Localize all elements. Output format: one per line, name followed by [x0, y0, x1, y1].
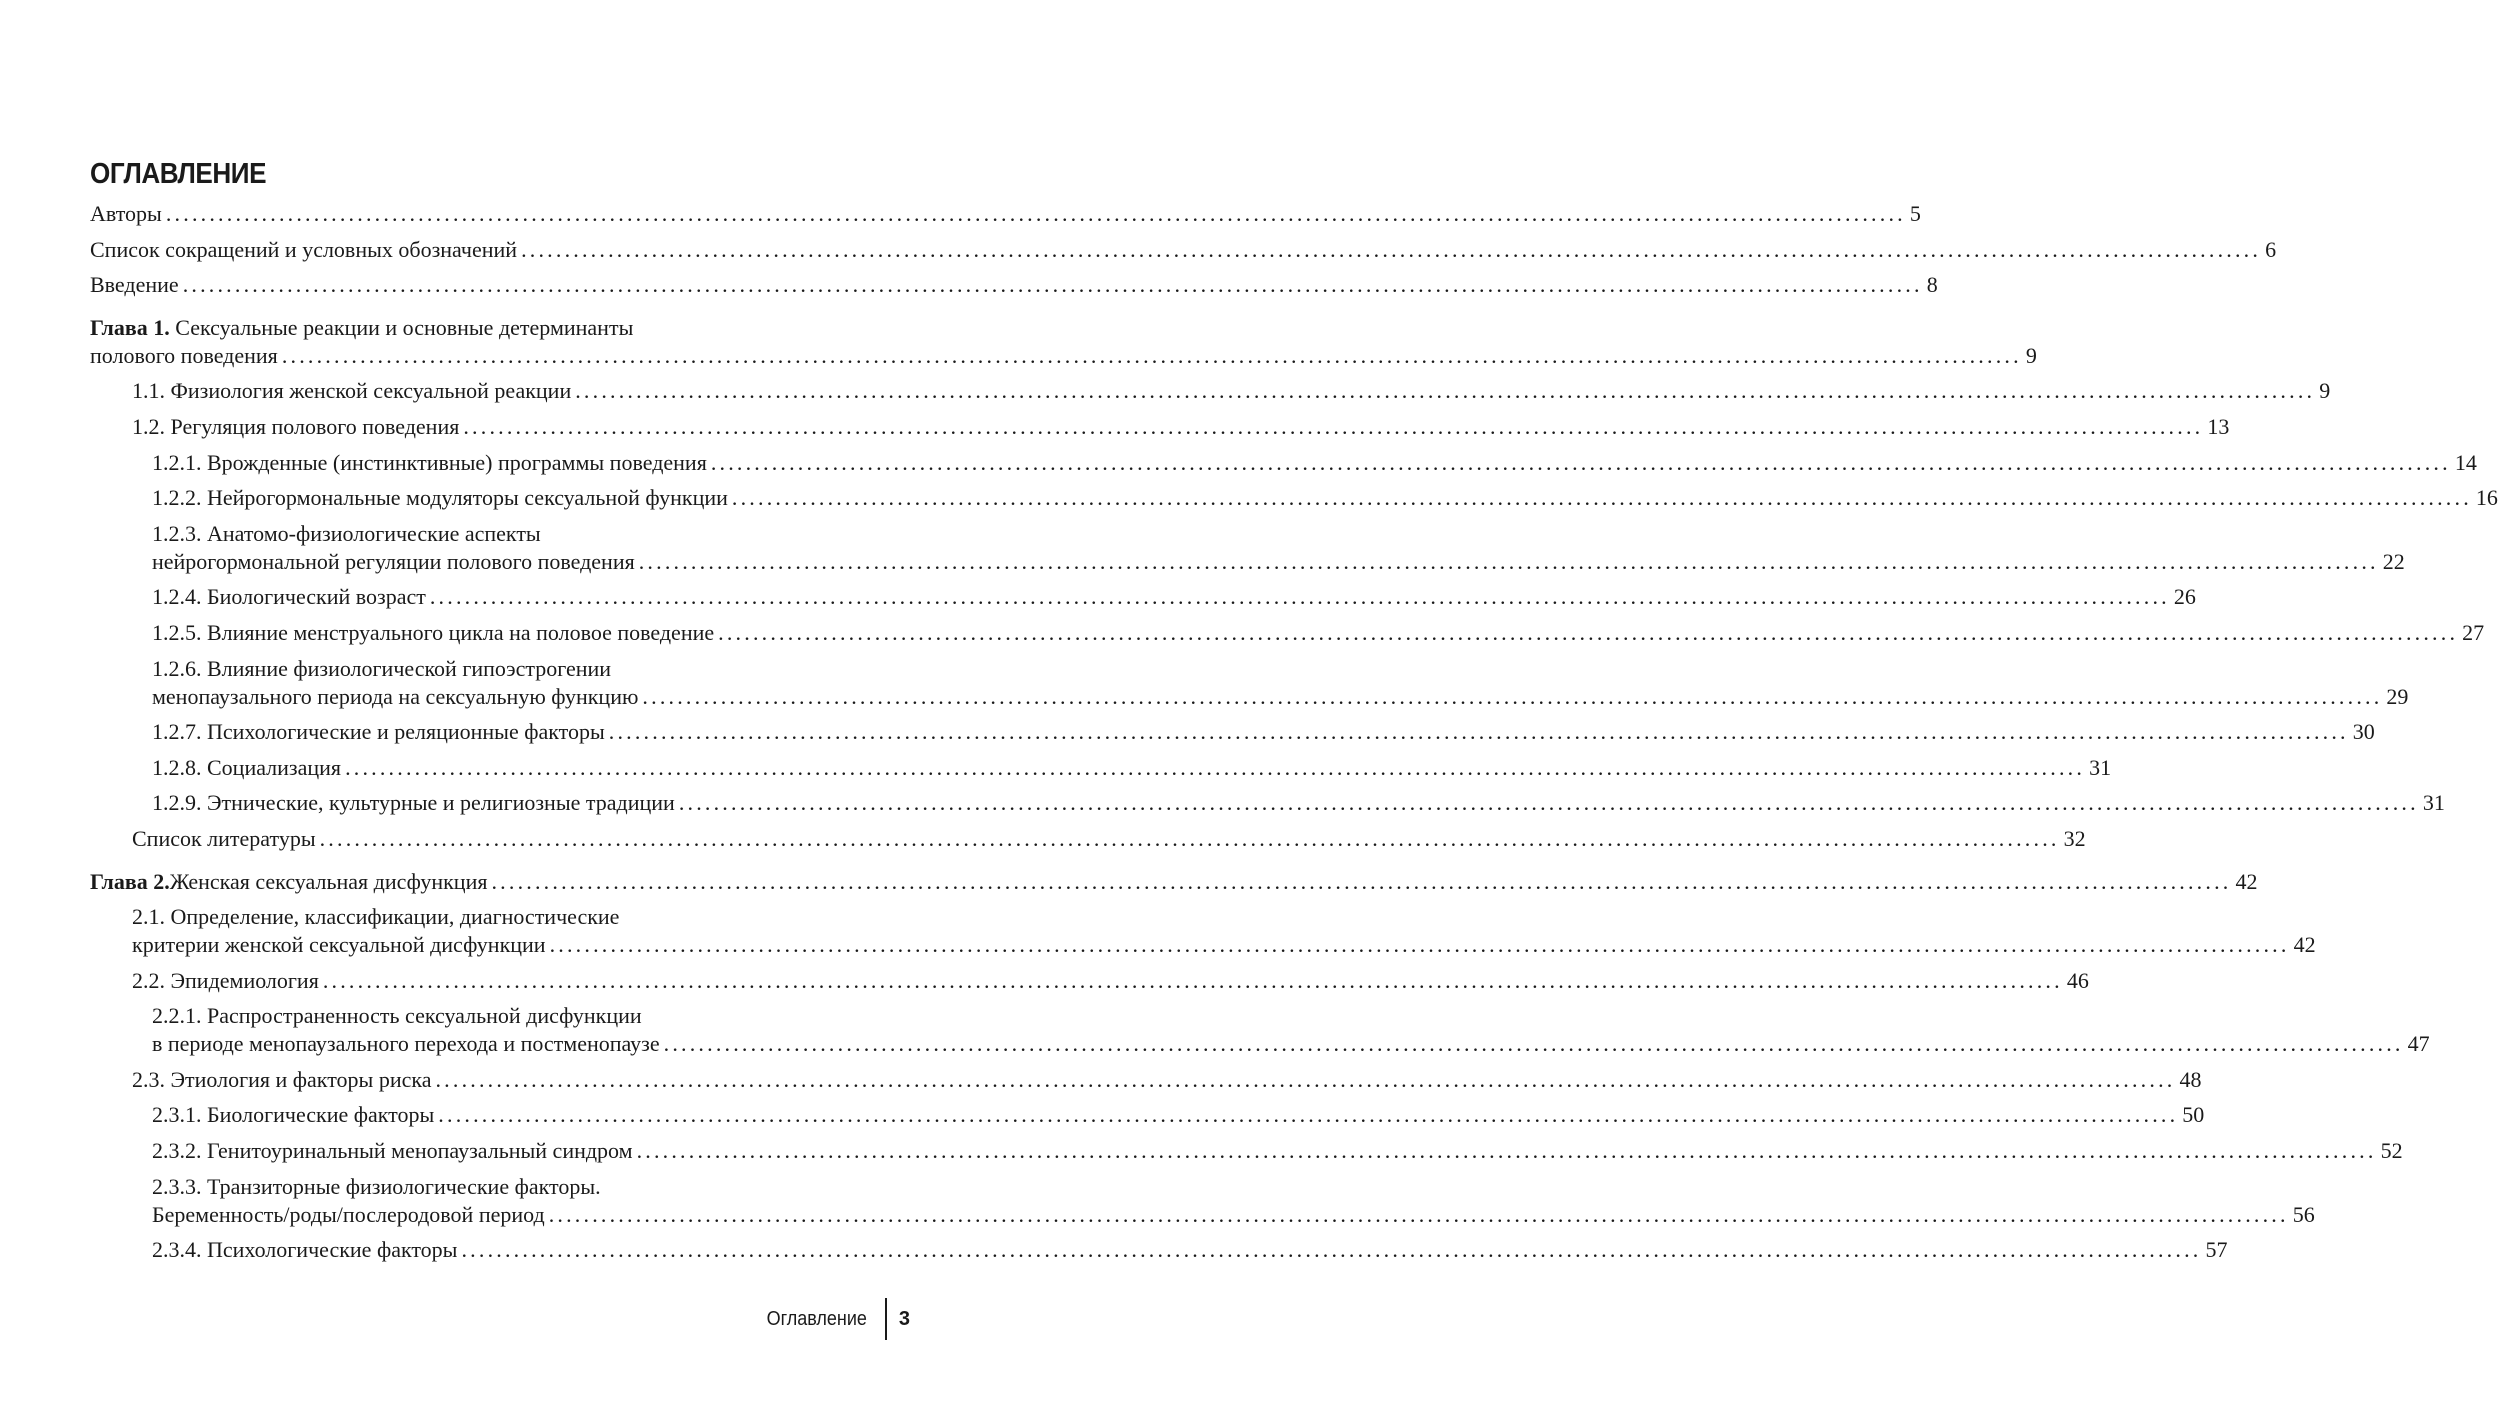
- dot-leader: ........................................................................................................................................................................................................: [718, 619, 2459, 645]
- dot-leader: ........................................................................................................................................................................................................: [710, 449, 2451, 475]
- toc-entry-title: 1.2.1. Врожденные (инстинктивные) программы поведения: [152, 449, 707, 475]
- toc-entry-line: [152, 449, 2477, 477]
- toc-entry-line: [90, 236, 2277, 264]
- toc-chapter-entry[interactable]: [90, 868, 2258, 904]
- toc-entry-line: [152, 754, 2112, 782]
- toc-entry-title: 2.3. Этиология и факторы риска: [132, 1066, 432, 1092]
- toc-entry-title: Сексуальные реакции и основные детерминанты: [175, 314, 634, 340]
- footer-divider: [885, 1298, 887, 1340]
- toc-entry-line: [152, 1101, 2205, 1129]
- toc-entry-line: [90, 271, 1938, 299]
- toc-entry[interactable]: [90, 271, 1938, 307]
- toc-entry-title: Беременность/роды/послеродовой период: [152, 1201, 545, 1227]
- dot-leader: ........................................................................................................................................................................................................: [608, 719, 2349, 745]
- toc-page-number: 42: [2235, 868, 2258, 894]
- toc-entry-line: [152, 1137, 2403, 1165]
- toc-entry-line: [90, 342, 2037, 370]
- dot-leader: ........................................................................................................................................................................................................: [642, 683, 2383, 709]
- toc-entry[interactable]: [90, 754, 2112, 790]
- dot-leader: ........................................................................................................................................................................................................: [435, 1066, 2176, 1092]
- toc-entry-line: [132, 377, 2331, 405]
- toc-page-number: 5: [1909, 201, 1921, 226]
- toc-entry[interactable]: [90, 1101, 2205, 1137]
- toc-entry-line: [152, 583, 2196, 611]
- toc-entry[interactable]: [90, 903, 2316, 967]
- page-footer: [761, 1298, 910, 1340]
- toc-entry-title: 1.2.9. Этнические, культурные и религиозные традиции: [152, 790, 675, 816]
- dot-leader: ........................................................................................................................................................................................................: [345, 754, 2086, 780]
- toc-entry-line: [132, 931, 2316, 959]
- toc-entry[interactable]: [90, 619, 2485, 655]
- toc-entry-line: [132, 903, 910, 931]
- toc-entry-title: нейрогормональной регуляции полового поведения: [152, 548, 635, 574]
- chapter-label: Глава 1.: [90, 314, 170, 340]
- toc-page-number: 14: [2454, 449, 2477, 475]
- toc-page-number: 9: [2025, 342, 2037, 368]
- dot-leader: ........................................................................................................................................................................................................: [731, 485, 2472, 511]
- chapter-label: Глава 2.: [90, 868, 170, 894]
- toc-entry[interactable]: [90, 655, 2409, 719]
- toc-entry-line: [152, 548, 2405, 576]
- toc-entry-line: [152, 619, 2485, 647]
- toc-entry[interactable]: [90, 1236, 2228, 1272]
- toc-entry[interactable]: [90, 1137, 2403, 1173]
- toc-entry-title: 1.2.6. Влияние физиологической гипоэстрогении: [152, 655, 612, 681]
- dot-leader: ........................................................................................................................................................................................................: [663, 1031, 2404, 1057]
- toc-entry[interactable]: [90, 200, 1921, 236]
- toc-entry-line: [152, 1030, 2430, 1058]
- toc-page-number: 32: [2063, 825, 2086, 851]
- dot-leader: ........................................................................................................................................................................................................: [638, 548, 2379, 574]
- dot-leader: ........................................................................................................................................................................................................: [438, 1102, 2179, 1128]
- toc-entry-line: [152, 683, 2409, 711]
- toc-entry-line: [90, 868, 2258, 896]
- dot-leader: ........................................................................................................................................................................................................: [636, 1138, 2377, 1164]
- toc-entry-title: менопаузального периода на сексуальную функцию: [152, 683, 639, 709]
- toc-entry-line: [90, 200, 1921, 228]
- toc-entry[interactable]: [90, 718, 2375, 754]
- dot-leader: ........................................................................................................................................................................................................: [521, 236, 2262, 262]
- toc-entry-title: 2.3.3. Транзиторные физиологические факторы.: [152, 1173, 601, 1199]
- toc-entry-line: [152, 1201, 2315, 1229]
- toc-entry-title: 2.2. Эпидемиология: [132, 967, 319, 993]
- dot-leader: ........................................................................................................................................................................................................: [548, 1201, 2289, 1227]
- running-header-section: Оглавление: [766, 1307, 868, 1330]
- page-number: 3: [898, 1307, 910, 1330]
- toc-entry-title: 1.2.3. Анатомо-физиологические аспекты: [152, 520, 541, 546]
- toc-page-number: 26: [2173, 584, 2196, 610]
- toc-entry-line: [152, 520, 910, 548]
- toc-entry[interactable]: [90, 1066, 2202, 1102]
- toc-page-number: 13: [2207, 413, 2230, 439]
- toc-entry[interactable]: [90, 377, 2331, 413]
- toc-entry[interactable]: [90, 1173, 2315, 1237]
- toc-entry[interactable]: [90, 484, 2498, 520]
- toc-entry-title: 1.2.2. Нейрогормональные модуляторы сексуальной функции: [152, 485, 728, 511]
- toc-page-number: 46: [2066, 967, 2089, 993]
- toc-entry-title: 1.2.4. Биологический возраст: [152, 584, 426, 610]
- dot-leader: ........................................................................................................................................................................................................: [575, 378, 2316, 404]
- toc-entry-line: [132, 967, 2089, 995]
- toc-entry-title: 1.2. Регуляция полового поведения: [132, 413, 460, 439]
- toc-entry-title: 1.1. Физиология женской сексуальной реакции: [132, 378, 572, 404]
- toc-page-number: 9: [2319, 378, 2331, 404]
- toc-entry-title: 2.2.1. Распространенность сексуальной дисфункции: [152, 1003, 642, 1029]
- dot-leader: ........................................................................................................................................................................................................: [429, 584, 2170, 610]
- toc-entry-line: [152, 484, 2498, 512]
- dot-leader: ........................................................................................................................................................................................................: [319, 825, 2060, 851]
- table-of-contents: [90, 200, 2498, 1272]
- toc-page-number: 52: [2380, 1138, 2403, 1164]
- toc-entry-line: [152, 1173, 910, 1201]
- toc-entry[interactable]: [90, 1002, 2430, 1066]
- dot-leader: ........................................................................................................................................................................................................: [463, 413, 2204, 439]
- page-title: ОГЛАВЛЕНИЕ: [90, 158, 267, 190]
- dot-leader: ........................................................................................................................................................................................................: [491, 868, 2232, 894]
- toc-entry-line: [132, 413, 2230, 441]
- toc-entry-line: [152, 1002, 910, 1030]
- toc-entry-line: [132, 825, 2086, 853]
- toc-page-number: 8: [1926, 272, 1938, 298]
- toc-entry[interactable]: [90, 825, 2086, 861]
- toc-page-number: 42: [2293, 932, 2316, 958]
- toc-page-number: 6: [2265, 236, 2277, 262]
- toc-entry-title: 2.1. Определение, классификации, диагностические: [132, 904, 620, 930]
- toc-page-number: 31: [2422, 790, 2445, 816]
- toc-entry-line: [90, 314, 910, 342]
- toc-entry-title: полового поведения: [90, 342, 278, 368]
- toc-entry-title: 1.2.5. Влияние менструального цикла на половое поведение: [152, 619, 715, 645]
- dot-leader: ........................................................................................................................................................................................................: [165, 201, 1906, 226]
- toc-entry-title: Список литературы: [132, 825, 316, 851]
- toc-page-number: 57: [2205, 1237, 2228, 1263]
- toc-page-number: 27: [2462, 619, 2485, 645]
- toc-entry-line: [152, 655, 910, 683]
- toc-entry[interactable]: [90, 520, 2405, 584]
- toc-entry-title: 1.2.7. Психологические и реляционные факторы: [152, 719, 605, 745]
- toc-page-number: 29: [2386, 683, 2409, 709]
- toc-page-number: 16: [2475, 485, 2498, 511]
- toc-entry-title: 1.2.8. Социализация: [152, 754, 342, 780]
- toc-entry-title: в периоде менопаузального перехода и постменопаузе: [152, 1031, 660, 1057]
- toc-page-number: 48: [2179, 1066, 2202, 1092]
- toc-entry-title: Женская сексуальная дисфункция: [169, 868, 488, 894]
- toc-entry[interactable]: [90, 449, 2477, 485]
- toc-entry-line: [152, 789, 2445, 817]
- dot-leader: ........................................................................................................................................................................................................: [322, 967, 2063, 993]
- toc-entry[interactable]: [90, 583, 2196, 619]
- toc-page-number: 50: [2182, 1102, 2205, 1128]
- toc-page-number: 56: [2292, 1201, 2315, 1227]
- dot-leader: ........................................................................................................................................................................................................: [549, 932, 2290, 958]
- dot-leader: ........................................................................................................................................................................................................: [281, 342, 2022, 368]
- toc-entry-title: критерии женской сексуальной дисфункции: [132, 932, 546, 958]
- toc-entry-title: Авторы: [90, 201, 162, 226]
- toc-entry-line: [152, 1236, 2228, 1264]
- toc-entry[interactable]: [90, 967, 2089, 1003]
- toc-entry-title: 2.3.1. Биологические факторы: [152, 1102, 435, 1128]
- toc-entry-title: 2.3.4. Психологические факторы: [152, 1237, 458, 1263]
- toc-page-number: 22: [2382, 548, 2405, 574]
- dot-leader: ........................................................................................................................................................................................................: [461, 1237, 2202, 1263]
- toc-entry-line: [152, 718, 2375, 746]
- toc-page-number: 31: [2089, 754, 2112, 780]
- toc-entry-title: Введение: [90, 272, 179, 298]
- toc-page-number: 30: [2352, 719, 2375, 745]
- toc-entry-title: Список сокращений и условных обозначений: [90, 236, 518, 262]
- toc-page-number: 47: [2407, 1031, 2430, 1057]
- toc-chapter-entry[interactable]: [90, 314, 2037, 378]
- toc-entry-line: [132, 1066, 2202, 1094]
- toc-entry[interactable]: [90, 789, 2445, 825]
- toc-entry[interactable]: [90, 236, 2277, 272]
- toc-entry-title: 2.3.2. Генитоуринальный менопаузальный синдром: [152, 1138, 633, 1164]
- dot-leader: ........................................................................................................................................................................................................: [678, 790, 2419, 816]
- dot-leader: ........................................................................................................................................................................................................: [182, 272, 1923, 298]
- toc-entry[interactable]: [90, 413, 2230, 449]
